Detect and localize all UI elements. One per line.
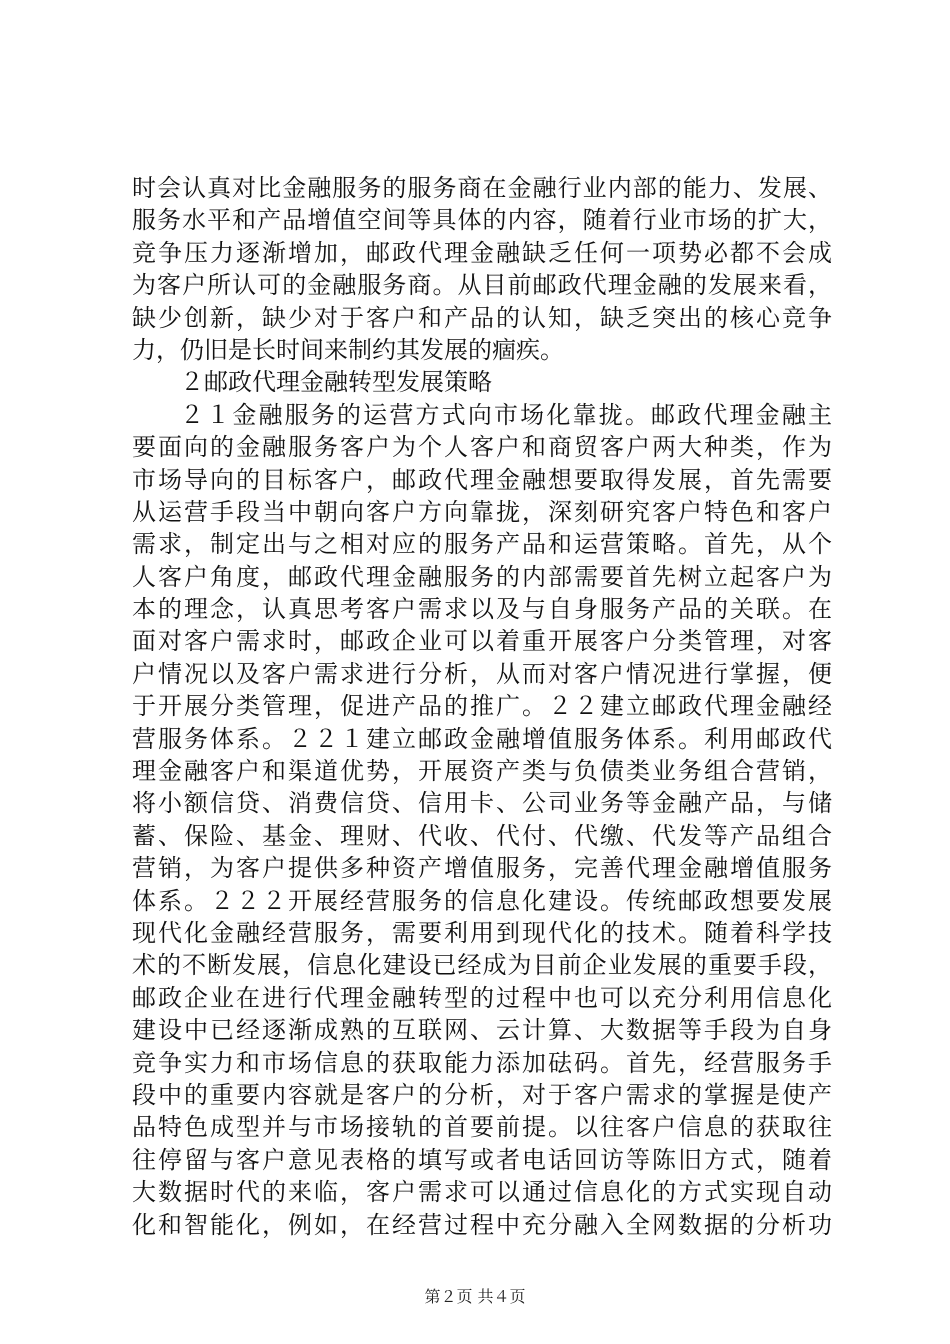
section-heading: ２邮政代理金融转型发展策略 [180,368,492,397]
text-line: 将小额信贷、消费信贷、信用卡、公司业务等金融产品，与储 [132,789,832,818]
text-line: 营服务体系。２２１建立邮政金融增值服务体系。利用邮政代 [132,724,832,753]
text-line: 化和智能化，例如，在经营过程中充分融入全网数据的分析功 [132,1210,832,1239]
page-footer [0,1284,950,1307]
text-line: 竞争压力逐渐增加，邮政代理金融缺乏任何一项势必都不会成 [132,238,832,267]
text-line: 段中的重要内容就是客户的分析，对于客户需求的掌握是使产 [132,1080,832,1109]
text-line: 现代化金融经营服务，需要利用到现代化的技术。随着科学技 [132,918,832,947]
text-line: 蓄、保险、基金、理财、代收、代付、代缴、代发等产品组合 [132,821,832,850]
text-line: 时会认真对比金融服务的服务商在金融行业内部的能力、发展、 [132,174,832,202]
text-line: 体系。２２２开展经营服务的信息化建设。传统邮政想要发展 [132,886,832,915]
text-line: 面对客户需求时，邮政企业可以着重开展客户分类管理，对客 [132,627,832,656]
text-line: 建设中已经逐渐成熟的互联网、云计算、大数据等手段为自身 [132,1016,832,1045]
text-line: 于开展分类管理，促进产品的推广。２２建立邮政代理金融经 [132,692,832,721]
text-line: 市场导向的目标客户，邮政代理金融想要取得发展，首先需要 [132,465,832,494]
text-line: 人客户角度，邮政代理金融服务的内部需要首先树立起客户为 [132,562,832,591]
text-line: 缺少创新，缺少对于客户和产品的认知，缺乏突出的核心竞争 [132,303,832,332]
text-line: 要面向的金融服务客户为个人客户和商贸客户两大种类，作为 [132,433,832,462]
text-line: 往停留与客户意见表格的填写或者电话回访等陈旧方式，随着 [132,1145,832,1174]
text-line: 服务水平和产品增值空间等具体的内容，随着行业市场的扩大， [132,206,832,235]
text-line: 户情况以及客户需求进行分析，从而对客户情况进行掌握，便 [132,659,832,688]
text-line: 为客户所认可的金融服务商。从目前邮政代理金融的发展来看， [132,271,832,300]
text-line: 邮政企业在进行代理金融转型的过程中也可以充分利用信息化 [132,983,832,1012]
text-line: 大数据时代的来临，客户需求可以通过信息化的方式实现自动 [132,1178,832,1207]
text-line: 竞争实力和市场信息的获取能力添加砝码。首先，经营服务手 [132,1048,832,1077]
document-body [132,172,832,1241]
page-number-label: 第２页 共４页 [424,1287,526,1306]
text-line: 品特色成型并与市场接轨的首要前提。以往客户信息的获取往 [132,1113,832,1142]
text-line: ２１金融服务的运营方式向市场化靠拢。邮政代理金融主 [180,400,832,429]
text-line: 营销，为客户提供多种资产增值服务，完善代理金融增值服务 [132,854,832,883]
text-line: 理金融客户和渠道优势，开展资产类与负债类业务组合营销， [132,757,832,786]
text-line: 术的不断发展，信息化建设已经成为目前企业发展的重要手段， [132,951,832,980]
text-line: 本的理念，认真思考客户需求以及与自身服务产品的关联。在 [132,595,832,624]
text-line: 力，仍旧是长时间来制约其发展的痼疾。 [132,335,564,364]
text-line: 需求，制定出与之相对应的服务产品和运营策略。首先，从个 [132,530,832,559]
text-line: 从运营手段当中朝向客户方向靠拢，深刻研究客户特色和客户 [132,497,832,526]
